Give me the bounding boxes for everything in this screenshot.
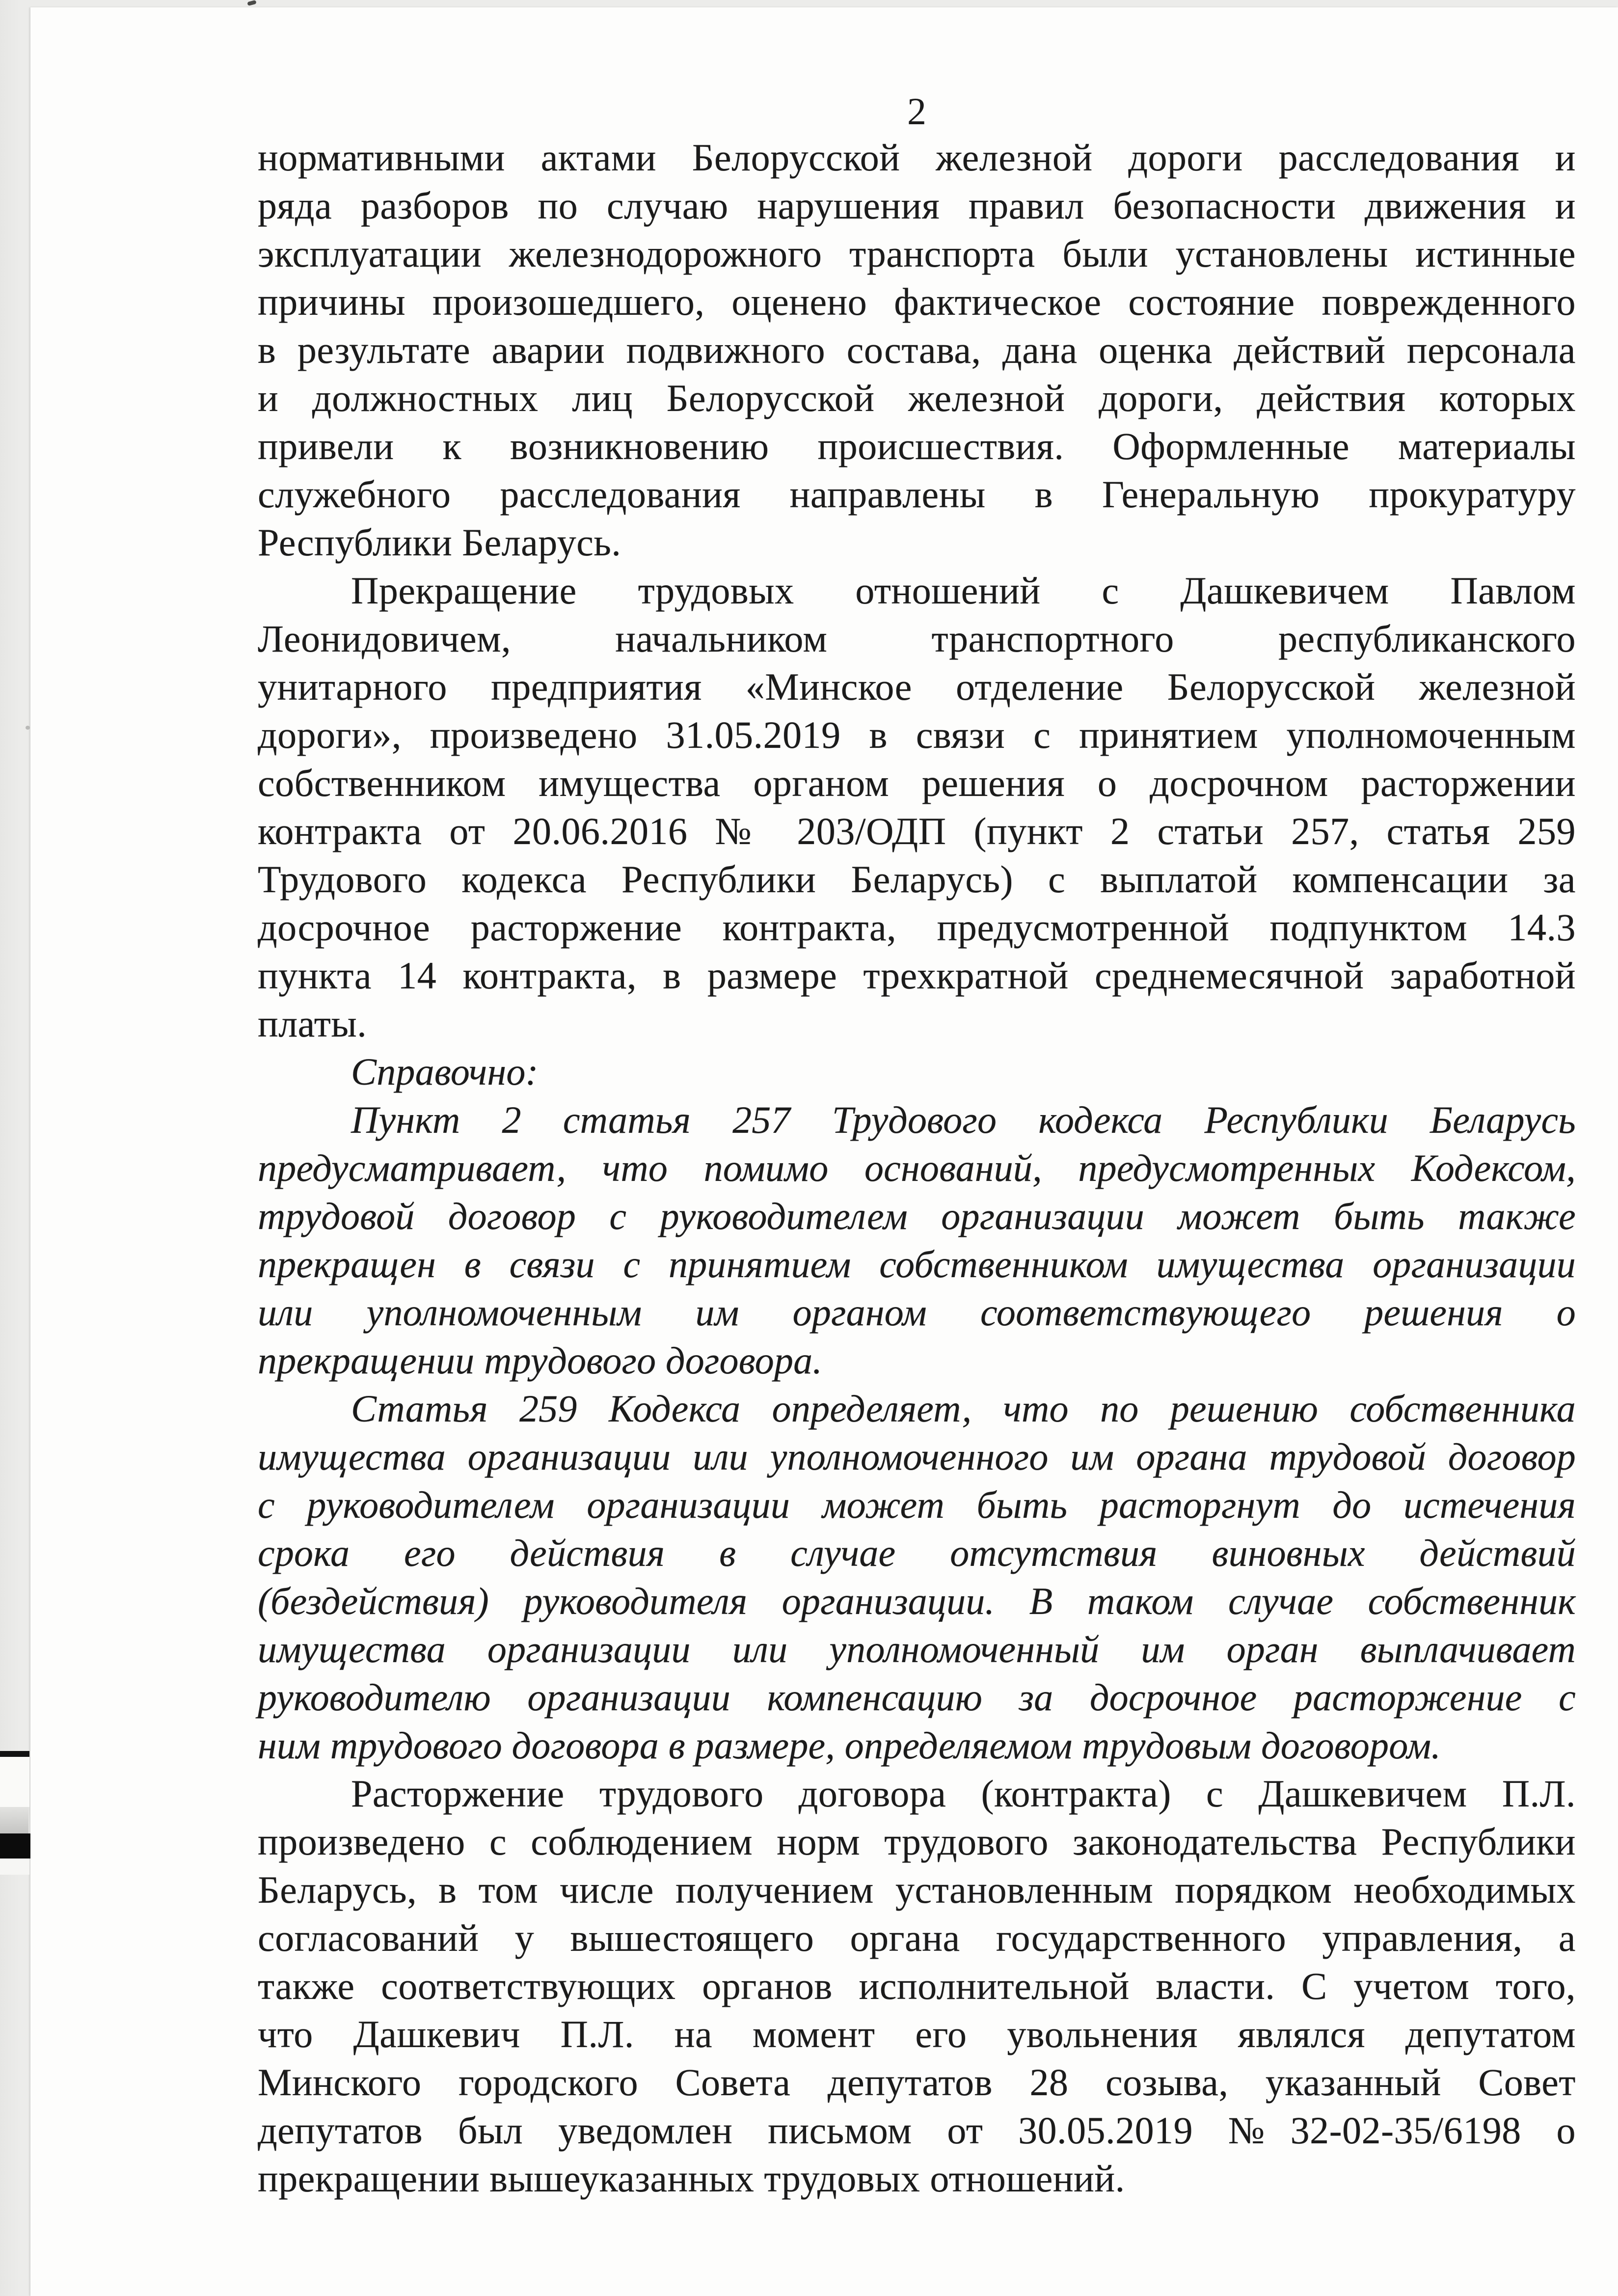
text-line: унитарного предприятия «Минское отделение Белорусской железной bbox=[258, 665, 1576, 708]
text-line: депутатов был уведомлен письмом от 30.05.2019 №32-02-35/6198 о bbox=[258, 2109, 1576, 2152]
text-line: в результате аварии подвижного состава, дана оценка действий персонала bbox=[258, 328, 1576, 371]
text-line: Пункт 2 статья 257 Трудового кодекса Республики Беларусь bbox=[351, 1098, 1576, 1141]
text-line: дороги», произведено 31.05.2019 в связи с принятием уполномоченным bbox=[258, 713, 1576, 756]
text-line: Статья 259 Кодекса определяет, что по решению собственника bbox=[351, 1387, 1576, 1430]
text-line: Трудового кодекса Республики Беларусь) с выплатой компенсации за bbox=[258, 858, 1576, 901]
text-line: Беларусь, в том числе получением установленным порядком необходимых bbox=[258, 1868, 1576, 1911]
text-line: Справочно: bbox=[351, 1050, 539, 1093]
scan-artifact-thin-line bbox=[0, 1751, 29, 1757]
scan-artifact-speck bbox=[247, 0, 256, 6]
text-line: также соответствующих органов исполнительной власти. С учетом того, bbox=[258, 1965, 1576, 2007]
scan-artifact-black-bar bbox=[0, 1833, 30, 1859]
text-line: Прекращение трудовых отношений с Дашкевичем Павлом bbox=[351, 569, 1576, 612]
scan-artifact-white-gap bbox=[0, 1757, 29, 1807]
document-page bbox=[30, 7, 1618, 2296]
text-line: согласований у вышестоящего органа государственного управления, а bbox=[258, 1916, 1576, 1959]
text-line: (бездействия) руководителя организации. В таком случае собственник bbox=[258, 1580, 1576, 1622]
text-line: ряда разборов по случаю нарушения правил безопасности движения и bbox=[258, 184, 1576, 227]
scan-artifact-speck bbox=[26, 726, 30, 730]
text-line: предусматривает, что помимо оснований, предусмотренных Кодексом, bbox=[258, 1147, 1576, 1189]
text-line: прекращен в связи с принятием собственником имущества организации bbox=[258, 1243, 1576, 1285]
text-line: причины произошедшего, оценено фактическое состояние поврежденного bbox=[258, 280, 1576, 323]
text-line: срока его действия в случае отсутствия виновных действий bbox=[258, 1531, 1576, 1574]
text-line: руководителю организации компенсацию за досрочное расторжение с bbox=[258, 1676, 1576, 1719]
text-line: Расторжение трудового договора (контракта) с Дашкевичем П.Л. bbox=[351, 1772, 1576, 1815]
text-line: Минского городского Совета депутатов 28 созыва, указанный Совет bbox=[258, 2061, 1576, 2104]
text-line: Республики Беларусь. bbox=[258, 521, 621, 564]
document-text bbox=[258, 134, 1576, 2203]
text-line: прекращении трудового договора. bbox=[258, 1339, 823, 1382]
text-line: контракта от 20.06.2016 № 203/ОДП (пункт 2 статьи 257, статья 259 bbox=[258, 810, 1576, 852]
text-line: привели к возникновению происшествия. Оформленные материалы bbox=[258, 425, 1576, 467]
text-line: ним трудового договора в размере, определяемом трудовым договором. bbox=[258, 1724, 1441, 1767]
text-line: с руководителем организации может быть расторгнут до истечения bbox=[258, 1483, 1576, 1526]
text-line: произведено с соблюдением норм трудового законодательства Республики bbox=[258, 1820, 1576, 1863]
text-line: что Дашкевич П.Л. на момент его увольнения являлся депутатом bbox=[258, 2013, 1576, 2055]
scan-artifact-gray-block bbox=[0, 1807, 28, 1833]
text-line: эксплуатации железнодорожного транспорта были установлены истинные bbox=[258, 232, 1576, 275]
text-line: прекращении вышеуказанных трудовых отношений. bbox=[258, 2157, 1125, 2200]
text-line: собственником имущества органом решения о досрочном расторжении bbox=[258, 762, 1576, 804]
text-line: и должностных лиц Белорусской железной дороги, действия которых bbox=[258, 377, 1576, 419]
page-number: 2 bbox=[907, 90, 926, 133]
text-line: пункта 14 контракта, в размере трехкратной среднемесячной заработной bbox=[258, 954, 1576, 997]
text-line: или уполномоченным им органом соответствующего решения о bbox=[258, 1291, 1576, 1334]
text-line: досрочное расторжение контракта, предусмотренной подпунктом 14.3 bbox=[258, 906, 1576, 949]
text-line: имущества организации или уполномоченного им органа трудовой договор bbox=[258, 1435, 1576, 1478]
text-line: служебного расследования направлены в Генеральную прокуратуру bbox=[258, 473, 1576, 516]
text-line: нормативными актами Белорусской железной дороги расследования и bbox=[258, 136, 1576, 179]
text-line: трудовой договор с руководителем организации может быть также bbox=[258, 1195, 1576, 1237]
text-line: имущества организации или уполномоченный им орган выплачивает bbox=[258, 1628, 1576, 1670]
scan-artifact-white-gap2 bbox=[0, 1859, 29, 1875]
text-line: Леонидовичем, начальником транспортного республиканского bbox=[258, 617, 1576, 660]
text-line: платы. bbox=[258, 1002, 367, 1045]
